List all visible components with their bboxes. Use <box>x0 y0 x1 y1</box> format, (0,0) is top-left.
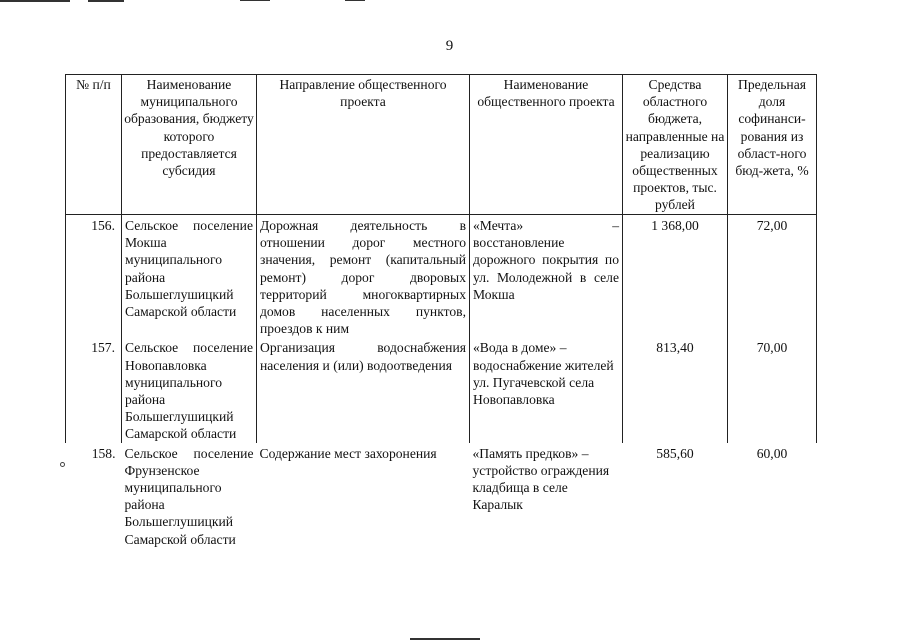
header-municipality: Наименование муниципального образования, бюджету которого предоставляется субсидия <box>122 75 257 215</box>
row-number: 157. <box>66 337 122 442</box>
subsidy-table <box>65 74 817 553</box>
header-project-name: Наименование общественного проекта <box>470 75 623 215</box>
share-cell: 60,00 <box>756 445 788 461</box>
scan-edge-mark <box>240 0 270 1</box>
direction-cell: Дорожная деятельность в отношении дорог местного значения, ремонт (капитальный ремонт) дорог дворовых территорий многоквартирных домов населенных пунктов, проездов к ним <box>257 215 470 338</box>
header-direction: Направление общественного проекта <box>257 75 470 215</box>
scan-speck <box>60 462 65 467</box>
row-number: 156. <box>66 215 122 338</box>
project-cell: «Мечта» – восстановление дорожного покрытия по ул. Молодежной в селе Мокша <box>470 215 623 338</box>
funds-cell: 1 368,00 <box>623 215 728 338</box>
funds-cell: 585,60 <box>656 445 694 461</box>
table-header-row <box>66 75 817 215</box>
municipality-cell: Сельское поселение Мокша муниципального района Большеглушицкий Самарской области <box>122 215 257 338</box>
scan-edge-mark <box>345 0 365 1</box>
funds-cell: 813,40 <box>623 337 728 442</box>
share-cell: 70,00 <box>728 337 817 442</box>
project-cell: «Память предков» – устройство ограждения кладбища в селе Каралык <box>472 445 610 513</box>
project-cell: «Вода в доме» – водоснабжение жителей ул. Пугачевской села Новопавловка <box>470 337 623 442</box>
row-number: 158. <box>91 445 116 461</box>
header-share: Предельная доля софинанси-рования из област-ного бюд-жета, % <box>728 75 817 215</box>
table-row <box>66 337 817 442</box>
page-number: 9 <box>445 38 454 54</box>
header-funds: Средства областного бюджета, направленные на реализацию общественных проектов, тыс. рублей <box>623 75 728 215</box>
share-cell: 72,00 <box>728 215 817 338</box>
table-row <box>66 443 817 553</box>
scan-edge-mark <box>88 0 124 2</box>
direction-cell: Содержание мест захоронения <box>259 445 437 461</box>
municipality-cell: Сельское поселение Новопавловка муниципального района Большеглушицкий Самарской области <box>122 337 257 442</box>
table-row <box>66 215 817 338</box>
scan-edge-mark <box>0 0 70 2</box>
header-number: № п/п <box>66 75 122 215</box>
direction-cell: Организация водоснабжения населения и (или) водоотведения <box>257 337 470 442</box>
municipality-cell: Сельское поселение Фрунзенское муниципального района Большеглушицкий Самарской области <box>124 445 254 547</box>
